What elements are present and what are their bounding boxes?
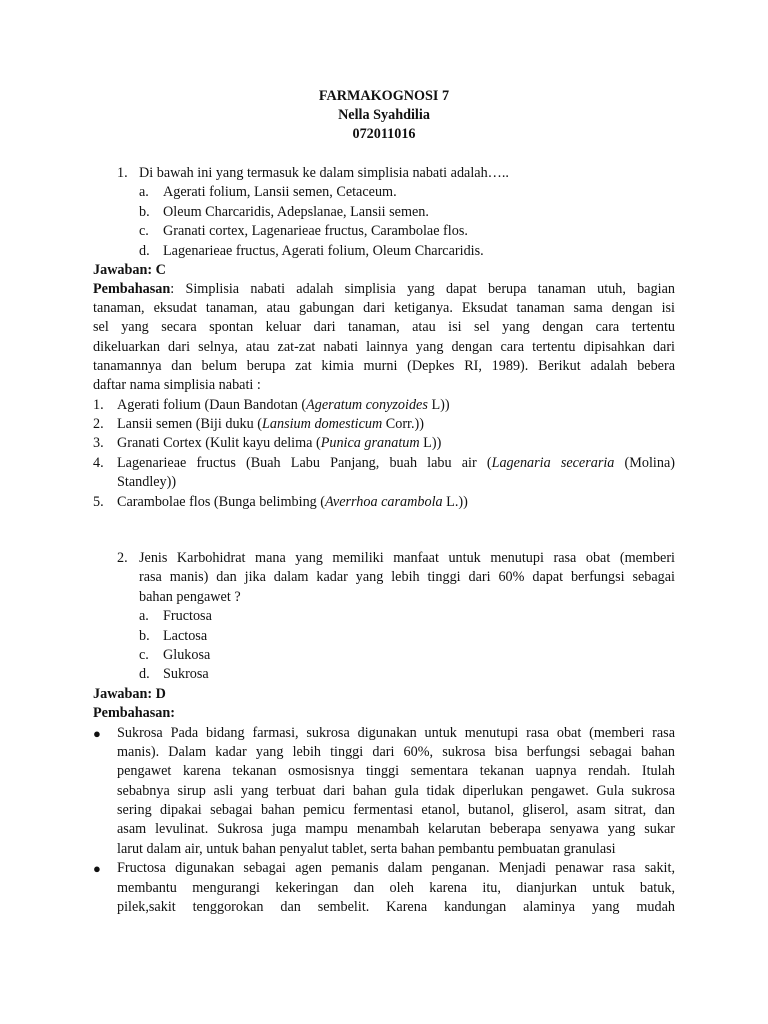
q2-option-letter: a. bbox=[139, 608, 149, 624]
q1-discussion-line: sel yang secara spontan keluar dari tanaman, atau isi sel yang dengan cara tertentu bbox=[93, 319, 675, 335]
author-name: Nella Syahdilia bbox=[338, 107, 430, 123]
bullet-text-line: Fructosa digunakan sebagai agen pemanis dalam penganan. Menjadi penawar rasa sakit, bbox=[117, 860, 675, 876]
q1-discussion-line: tanaman, eksudat tanaman, atau gabungan dari ketiganya. Eksudat tanaman sama dengan isi bbox=[93, 300, 675, 316]
student-id: 072011016 bbox=[352, 126, 416, 142]
document-title: FARMAKOGNOSI 7 bbox=[318, 88, 450, 104]
question-2-text: bahan pengawet ? bbox=[139, 589, 241, 605]
list-item: Carambolae flos (Bunga belimbing (Averrhoa carambola L.)) bbox=[117, 494, 468, 510]
q1-option-letter: c. bbox=[139, 223, 149, 239]
question-2-text: Jenis Karbohidrat mana yang memiliki manfaat untuk menutupi rasa obat (memberi bbox=[139, 550, 675, 566]
q2-option-text: Glukosa bbox=[163, 647, 211, 663]
list-item-number: 5. bbox=[93, 494, 104, 510]
q1-option-letter: d. bbox=[139, 243, 150, 259]
question-2-text: rasa manis) dan jika dalam kadar yang lebih tinggi dari 60% dapat berfungsi sebagai bbox=[139, 569, 675, 585]
bullet-text-line: sebabnya sirup asli yang terbuat dari bahan gula tidak diperlukan pengawet. Gula sukrosa bbox=[117, 783, 675, 799]
q1-discussion-line: Pembahasan: Simplisia nabati adalah simplisia yang dapat berupa tanaman utuh, bagian bbox=[93, 281, 675, 297]
q2-option-text: Sukrosa bbox=[163, 666, 209, 682]
list-item-continuation: Standley)) bbox=[117, 474, 177, 490]
q1-option-text: Agerati folium, Lansii semen, Cetaceum. bbox=[163, 184, 397, 200]
list-item: Granati Cortex (Kulit kayu delima (Punica granatum L)) bbox=[117, 435, 442, 451]
bullet-text-line: membantu mengurangi kekeringan dan oleh karena itu, dianjurkan untuk batuk, bbox=[117, 880, 675, 896]
q2-option-letter: c. bbox=[139, 647, 149, 663]
bullet-icon: ● bbox=[93, 861, 101, 876]
list-item: Lagenarieae fructus (Buah Labu Panjang, buah labu air (Lagenaria seceraria (Molina) bbox=[117, 455, 675, 471]
q2-option-text: Fructosa bbox=[163, 608, 212, 624]
q1-discussion-line: tanamannya dan belum berupa zat kimia murni (Depkes RI, 1989). Berikut adalah bebera bbox=[93, 358, 675, 374]
q1-option-text: Granati cortex, Lagenarieae fructus, Carambolae flos. bbox=[163, 223, 468, 239]
bullet-icon: ● bbox=[93, 726, 101, 741]
bullet-text-line: larut dalam air, untuk bahan penyalut tablet, serta bahan pembantu pembuatan granulasi bbox=[117, 841, 616, 857]
bullet-text-line: asam levulinat. Sukrosa juga mampu menambah kelarutan beberapa senyawa yang sukar bbox=[117, 821, 675, 837]
question-2-number: 2. bbox=[117, 550, 128, 566]
bullet-text-line: sering dipakai sebagai bahan pemicu fermentasi etanol, butanol, gliserol, asam sitrat, dan bbox=[117, 802, 675, 818]
q1-discussion-line: daftar nama simplisia nabati : bbox=[93, 377, 261, 393]
list-item-number: 1. bbox=[93, 397, 104, 413]
q2-discussion-label: Pembahasan: bbox=[93, 705, 175, 721]
q1-discussion-line: dikeluarkan dari selnya, atau zat-zat nabati lainnya yang dengan cara tertentu dipisahkan dari bbox=[93, 339, 675, 355]
bullet-text-line: pengawet karena tekanan osmosisnya tinggi sementara tekanan uapnya rendah. Itulah bbox=[117, 763, 675, 779]
question-1-number: 1. bbox=[117, 165, 128, 181]
q2-option-text: Lactosa bbox=[163, 628, 208, 644]
q1-option-text: Lagenarieae fructus, Agerati folium, Oleum Charcaridis. bbox=[163, 243, 484, 259]
list-item: Lansii semen (Biji duku (Lansium domesticum Corr.)) bbox=[117, 416, 424, 432]
question-1-text: Di bawah ini yang termasuk ke dalam simplisia nabati adalah….. bbox=[139, 165, 509, 181]
q1-option-letter: a. bbox=[139, 184, 149, 200]
bullet-text-line: pilek,sakit tenggorokan dan sembelit. Karena kandungan alaminya yang mudah bbox=[117, 899, 675, 915]
bullet-text-line: Sukrosa Pada bidang farmasi, sukrosa digunakan untuk menutupi rasa obat (memberi rasa bbox=[117, 725, 675, 741]
q1-option-text: Oleum Charcaridis, Adepslanae, Lansii semen. bbox=[163, 204, 429, 220]
q2-option-letter: b. bbox=[139, 628, 150, 644]
q1-discussion-label: Pembahasan bbox=[93, 281, 171, 297]
list-item: Agerati folium (Daun Bandotan (Ageratum conyzoides L)) bbox=[117, 397, 450, 413]
list-item-number: 2. bbox=[93, 416, 104, 432]
list-item-number: 3. bbox=[93, 435, 104, 451]
list-item-number: 4. bbox=[93, 455, 104, 471]
q2-option-letter: d. bbox=[139, 666, 150, 682]
q1-option-letter: b. bbox=[139, 204, 150, 220]
q2-answer: Jawaban: D bbox=[93, 686, 166, 702]
q1-answer: Jawaban: C bbox=[93, 262, 166, 278]
bullet-text-line: manis). Dalam kadar yang lebih tinggi dari 60%, sukrosa bisa berfungsi sebagai bahan bbox=[117, 744, 675, 760]
